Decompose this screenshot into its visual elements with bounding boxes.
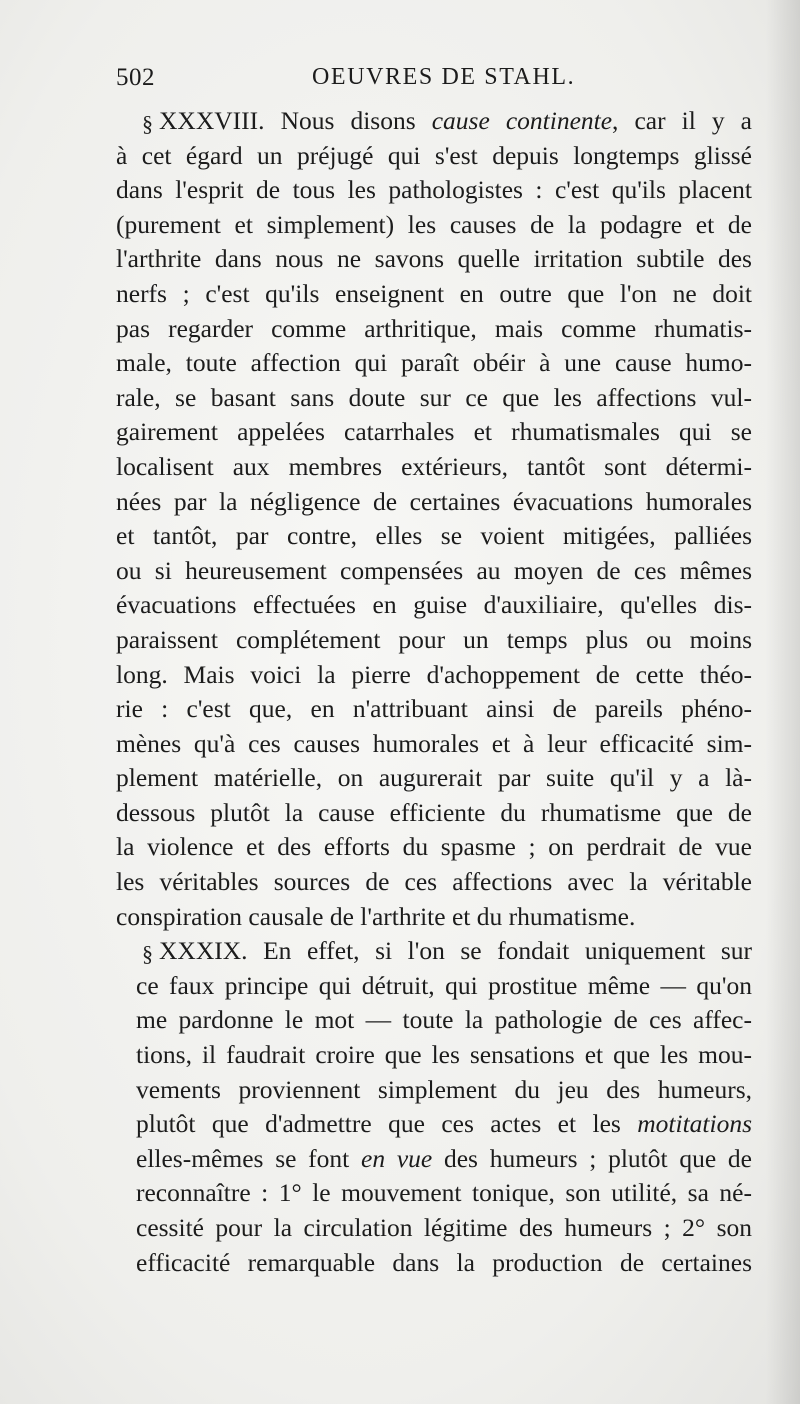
italic-term: motitations [637,1109,752,1139]
text-line: localisent aux membres extérieurs, tantôt sont détermi- [116,451,752,481]
text-line: cessité pour la circulation légitime des humeurs ; 2° son [136,1213,752,1242]
text-line: gairement appelées catarrhales et rhumatismales qui se [116,417,752,447]
page-header [116,64,752,100]
text-line: nerfs ; c'est qu'ils enseignent en outre que l'on ne doit [116,278,752,308]
text-line: pas regarder comme arthritique, mais comme rhumatis- [116,313,752,343]
section-symbol: § [142,111,153,136]
text-line: reconnaître : 1° le mouvement tonique, son utilité, sa né- [136,1178,752,1208]
section-number: XXXVIII. [159,106,265,135]
text-line: elles-mêmes se font en vue des humeurs ; plutôt que de [136,1143,752,1173]
text-line: les véritables sources de ces affections avec la véritable [116,867,752,897]
running-title: OEUVRES DE STAHL. [312,64,576,90]
text-line: l'arthrite dans nous ne savons quelle irritation subtile des [116,244,752,274]
text-line: male, toute affection qui paraît obéir à une cause humo- [116,348,752,378]
text-line: tions, il faudrait croire que les sensations et que les mou- [136,1040,752,1070]
text-line: à cet égard un préjugé qui s'est depuis longtemps glissé [116,140,752,170]
paragraph-xxxviii-first-line: § XXXVIII. Nous disons cause continente, car il y a [142,106,752,136]
page-number: 502 [116,64,155,91]
italic-term: en vue [361,1143,433,1173]
text-line: long. Mais voici la pierre d'achoppement de cette théo- [116,659,752,689]
text-line: ce faux principe qui détruit, qui prostitue même — qu'on [136,970,752,1000]
text-line: vements proviennent simplement du jeu des humeurs, [136,1074,752,1104]
text-line: plement matérielle, on augurerait par suite qu'il y a là- [116,763,752,793]
section-number: XXXIX. [159,936,248,966]
text-line: me pardonne le mot — toute la pathologie de ces affec- [136,1005,752,1035]
text-line: nées par la négligence de certaines évacuations humorales [116,486,752,516]
text-line: et tantôt, par contre, elles se voient mitigées, palliées [116,521,752,551]
body-text [116,104,752,1280]
italic-term: cause continente [431,106,613,135]
paragraph-xxxix-first-line: § XXXIX. En effet, si l'on se fondait uniquement sur [142,936,752,967]
text-line: rie : c'est que, en n'attribuant ainsi de pareils phéno- [116,694,752,724]
text-line: conspiration causale de l'arthrite et du rhumatisme. [116,901,636,931]
page-edge-shadow [766,0,800,1404]
text-line: efficacité remarquable dans la production de certaines [136,1247,752,1277]
text-line: paraissent complétement pour un temps plus ou moins [116,624,752,654]
text-line: (purement et simplement) les causes de la podagre et de [116,209,752,239]
text-line: rale, se basant sans doute sur ce que les affections vul- [116,382,752,412]
text-line: dessous plutôt la cause efficiente du rhumatisme que de [116,797,752,827]
text-line: dans l'esprit de tous les pathologistes : c'est qu'ils placent [116,175,752,205]
text-line: ou si heureusement compensées au moyen de ces mêmes [116,555,752,585]
section-symbol: § [142,941,153,967]
text-line: plutôt que d'admettre que ces actes et les motitations [136,1109,752,1139]
text-line: évacuations effectuées en guise d'auxiliaire, qu'elles dis- [116,590,752,620]
text-line: la violence et des efforts du spasme ; on perdrait de vue [116,832,752,862]
text-line: mènes qu'à ces causes humorales et à leur efficacité sim- [116,728,752,758]
